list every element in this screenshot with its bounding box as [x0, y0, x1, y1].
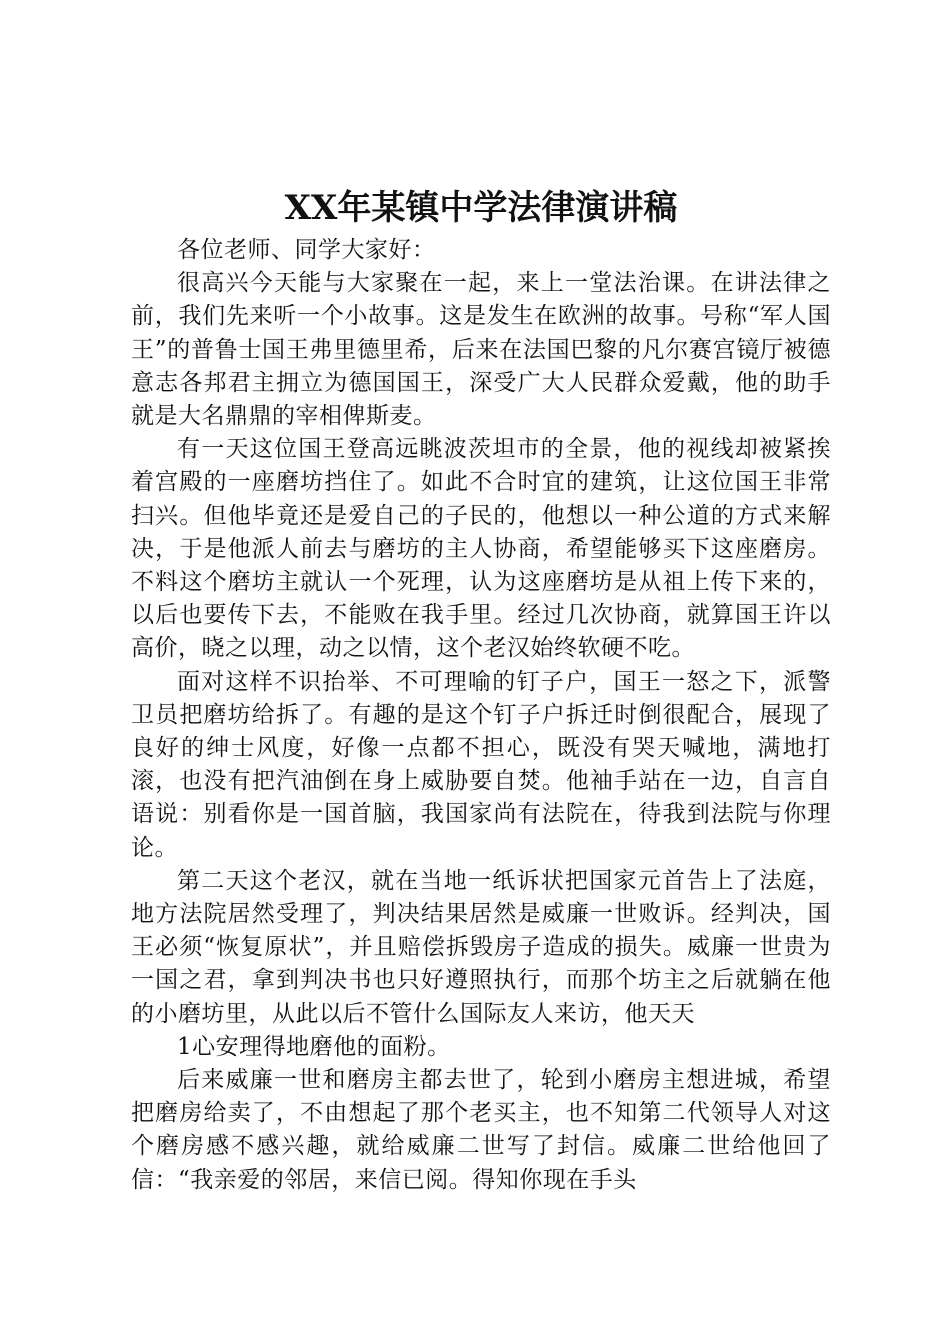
- body-paragraph: 1心安理得地磨他的面粉。: [177, 1033, 451, 1060]
- greeting-paragraph: 各位老师、同学大家好：: [177, 237, 436, 263]
- body-paragraph: 很高兴今天能与大家聚在一起，来上一堂法治课。在讲法律之前，我们先来听一个小故事。这是发生在欧洲的故事。号称“军人国王”的普鲁士国王弗里德里希，后来在法国巴黎的凡尔赛宫镜厅被德意志各邦君主拥立为德国国王，深受广大人民群众爱戴，他的助手就是大名鼎鼎的宰相俾斯麦。: [131, 270, 831, 430]
- body-paragraph: 有一天这位国王登高远眺波茨坦市的全景，他的视线却被紧挨着宫殿的一座磨坊挡住了。如此不合时宜的建筑，让这位国王非常扫兴。但他毕竟还是爱自己的子民的，他想以一种公道的方式来解决，于是他派人前去与磨坊的主人协商，希望能够买下这座磨房。不料这个磨坊主就认一个死理，认为这座磨坊是从祖上传下来的，以后也要传下去，不能败在我手里。经过几次协商，就算国王许以高价，晓之以理，动之以情，这个老汉始终软硬不吃。: [131, 436, 831, 662]
- document-title: XX年某镇中学法律演讲稿: [284, 188, 678, 228]
- body-paragraph: 面对这样不识抬举、不可理喻的钉子户，国王一怒之下，派警卫员把磨坊给拆了。有趣的是这个钉子户拆迁时倒很配合，展现了良好的绅士风度，好像一点都不担心，既没有哭天喊地，满地打滚，也没有把汽油倒在身上威胁要自焚。他袖手站在一边，自言自语说：别看你是一国首脑，我国家尚有法院在，待我到法院与你理论。: [131, 668, 831, 861]
- body-paragraph: 第二天这个老汉，就在当地一纸诉状把国家元首告上了法庭，地方法院居然受理了，判决结果居然是威廉一世败诉。经判决，国王必须“恢复原状”，并且赔偿拆毁房子造成的损失。威廉一世贵为一国之君，拿到判决书也只好遵照执行，而那个坊主之后就躺在他的小磨坊里，从此以后不管什么国际友人来访，他天天: [131, 867, 831, 1027]
- body-paragraph: 后来威廉一世和磨房主都去世了，轮到小磨房主想进城，希望把磨房给卖了，不由想起了那个老买主，也不知第二代领导人对这个磨房感不感兴趣，就给威廉二世写了封信。威廉二世给他回了信：“我亲爱的邻居，来信已阅。得知你现在手头: [131, 1067, 831, 1193]
- document-page: [131, 186, 831, 1197]
